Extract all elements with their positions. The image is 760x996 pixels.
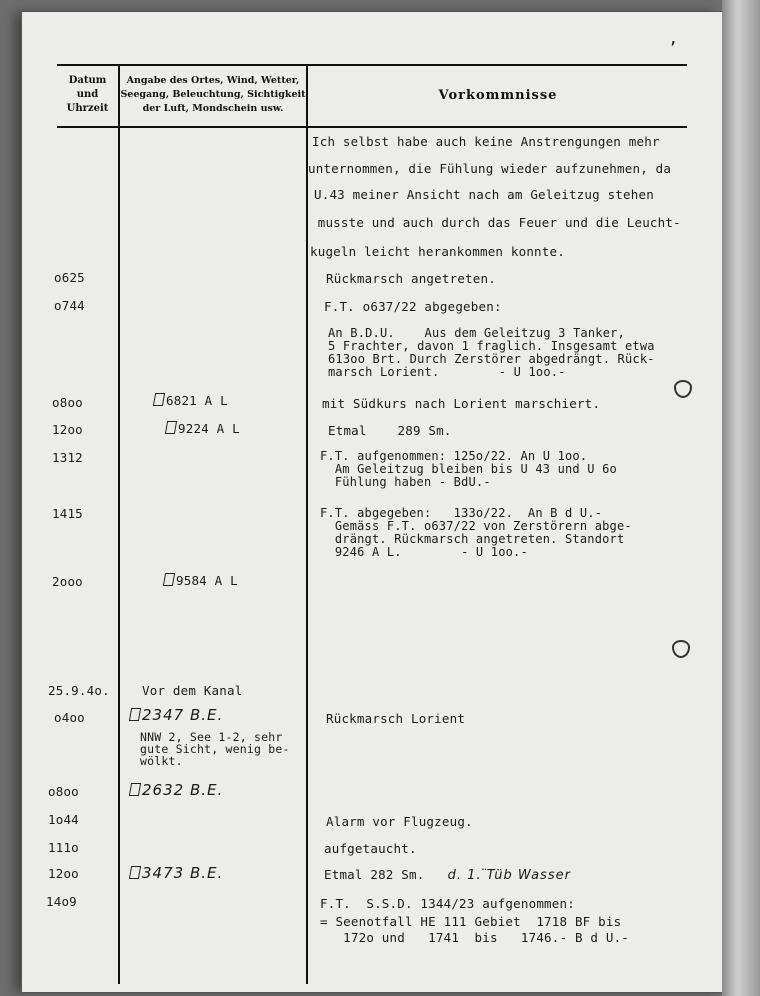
event-text: musste und auch durch das Feuer und die Leucht- [310,215,681,230]
grid-square-icon [153,393,165,406]
position-grid [130,781,223,799]
etmal-text: Etmal 282 Sm. [324,867,448,882]
header-top-rule [57,64,687,66]
grid-square-icon [163,573,175,586]
grid-square-icon [129,866,141,879]
position-grid [166,421,240,436]
weather-note: NNW 2, See 1-2, sehr gute Sicht, wenig be- wölkt. [140,730,290,768]
radio-message: F.T. abgegeben: 133o/22. An B d U.- Gemäss F.T. o637/22 von Zerstörern abge- drängt. Rückmarsch angetreten. Standort 9246 A L. - U 1oo.- [320,506,632,559]
event-text: Rückmarsch Lorient [326,711,466,726]
entry-time: o625 [54,270,85,285]
entry-time: o744 [54,298,85,313]
entry-time: 2ooo [52,574,83,589]
header-date-line: Uhrzeit [66,103,109,114]
event-text: F.T. o637/22 abgegeben: [324,299,502,314]
event-text: U.43 meiner Ansicht nach am Geleitzug stehen [314,187,654,202]
position-value: 2347 B.E. [142,706,224,724]
header-date-time [57,74,118,116]
radio-message: F.T. aufgenommen: 125o/22. An U 1oo. Am Geleitzug bleiben bis U 43 und U 6o Fühlung haben - BdU.- [320,449,617,489]
entry-time: 14o9 [46,894,77,909]
position-grid [164,573,238,588]
position-grid [154,393,228,408]
header-date-line: Datum [68,75,107,86]
column-divider-2 [306,64,308,984]
entry-time: o8oo [48,784,79,799]
punch-hole-mark [672,640,690,658]
logbook-page [22,12,722,992]
entry-time: 12oo [48,866,79,881]
radio-message: = Seenotfall HE 111 Gebiet 1718 BF bis 172o und 1741 bis 1746.- B d U.- [320,914,630,945]
entry-time: o4oo [54,710,85,725]
header-location-line: Angabe des Ortes, Wind, Wetter, [126,75,300,86]
event-text: Alarm vor Flugzeug. [326,814,473,829]
event-text [324,867,571,883]
handwritten-note: d. 1. ̈Tüb Wasser [447,868,571,883]
event-text: Etmal 289 Sm. [328,423,452,438]
position-value: 9584 A L [176,573,238,588]
grid-square-icon [129,783,141,796]
position-value: 2632 B.E. [142,781,224,799]
entry-time: 12oo [52,422,83,437]
position-grid [130,864,223,882]
header-bottom-rule [57,126,687,128]
entry-time: 1415 [52,506,83,521]
grid-square-icon [129,708,141,721]
event-text: aufgetaucht. [324,841,417,856]
header-location-line: der Luft, Mondschein usw. [142,103,284,114]
entry-time: 111o [48,840,79,855]
event-text: kugeln leicht herankommen konnte. [310,244,565,259]
header-date-line: und [76,89,99,100]
punch-hole-mark [674,380,692,398]
entry-time: 1o44 [48,812,79,827]
event-text: unternommen, die Fühlung wieder aufzunehmen, da [308,161,672,176]
entry-time: o8oo [52,395,83,410]
header-location-weather [120,74,306,116]
radio-message: An B.D.U. Aus dem Geleitzug 3 Tanker, 5 Frachter, davon 1 fraglich. Insgesamt etwa 613oo Brt. Durch Zerstörer abgedrängt. Rück- marsch Lorient. - U 1oo.- [328,326,655,379]
column-divider-1 [118,64,120,984]
grid-square-icon [165,421,177,434]
position-value: 6821 A L [166,393,228,408]
entry-date: 25.9.4o. [48,683,110,698]
header-location-line: Seegang, Beleuchtung, Sichtigkeit [120,89,306,100]
position-grid [130,706,223,724]
position-value: 9224 A L [178,421,240,436]
event-text: mit Südkurs nach Lorient marschiert. [322,396,601,411]
header-events: Vorkommnisse [438,88,558,103]
event-text: Ich selbst habe auch keine Anstrengungen mehr [312,134,660,149]
event-text: Rückmarsch angetreten. [326,271,496,286]
entry-time: 1312 [52,450,83,465]
page-marker: ’ [668,38,678,57]
position-value: 3473 B.E. [142,864,224,882]
scan-edge [722,0,760,996]
event-text: F.T. S.S.D. 1344/23 aufgenommen: [320,896,575,911]
location-text: Vor dem Kanal [142,683,243,698]
